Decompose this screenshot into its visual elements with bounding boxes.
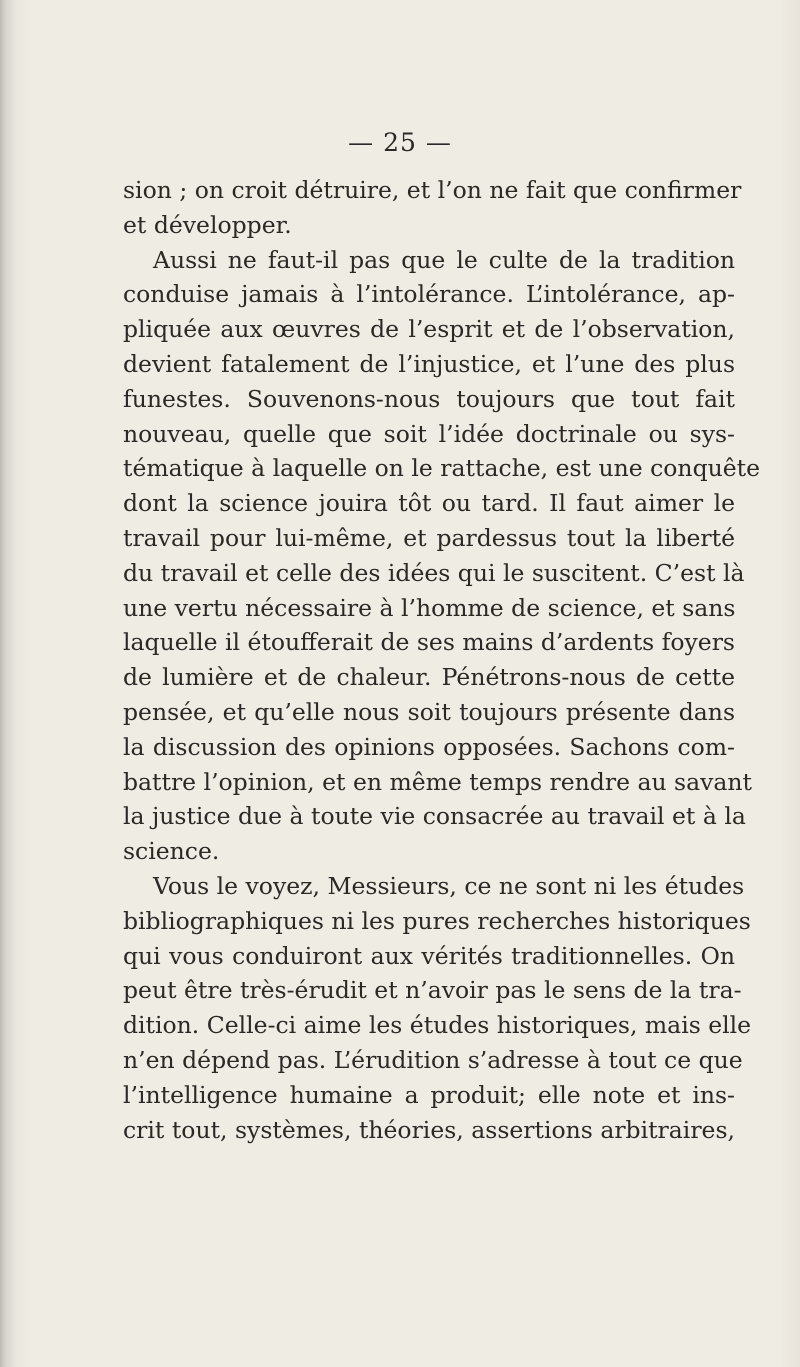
text-line: pliquée aux œuvres de l’esprit et de l’observation, <box>123 315 735 344</box>
text-line: sion ; on croit détruire, et l’on ne fait que confirmer <box>123 176 742 204</box>
text-line: du travail et celle des idées qui le suscitent. C’est là <box>123 558 745 587</box>
text-line: une vertu nécessaire à l’homme de science, et sans <box>123 593 736 622</box>
text-line: battre l’opinion, et en même temps rendre au savant <box>123 767 752 796</box>
text-line: peut être très-érudit et n’avoir pas le sens de la tra- <box>123 976 742 1005</box>
text-line: dont la science jouira tôt ou tard. Il faut aimer le <box>123 489 735 518</box>
text-line: laquelle il étoufferait de ses mains d’ardents foyers <box>123 628 735 657</box>
text-line: pensée, et qu’elle nous soit toujours présente dans <box>123 697 735 726</box>
text-line: la justice due à toute vie consacrée au travail et à la <box>123 802 746 831</box>
page-number: — 25 — <box>348 128 452 157</box>
text-line: science. <box>123 837 220 866</box>
text-line: funestes. Souvenons-nous toujours que tout fait <box>123 384 735 413</box>
text-line: Aussi ne faut-il pas que le culte de la tradition <box>153 245 735 274</box>
text-line: travail pour lui-même, et pardessus tout la liberté <box>123 523 735 552</box>
text-line: nouveau, quelle que soit l’idée doctrinale ou sys- <box>123 419 735 448</box>
text-line: et développer. <box>123 210 292 239</box>
text-line: Vous le voyez, Messieurs, ce ne sont ni les études <box>153 871 745 900</box>
text-line: l’intelligence humaine a produit; elle note et ins- <box>123 1080 735 1109</box>
text-line: tématique à laquelle on le rattache, est une conquête <box>123 454 761 483</box>
text-line: bibliographiques ni les pures recherches historiques <box>123 906 751 935</box>
text-line: qui vous conduiront aux vérités traditionnelles. On <box>123 941 735 970</box>
text-line: de lumière et de chaleur. Pénétrons-nous de cette <box>123 663 735 692</box>
text-line: la discussion des opinions opposées. Sachons com- <box>123 732 735 761</box>
body-text <box>123 173 761 1147</box>
text-line: n’en dépend pas. L’érudition s’adresse à tout ce que <box>123 1045 743 1074</box>
text-line: crit tout, systèmes, théories, assertions arbitraires, <box>123 1115 735 1144</box>
text-line: dition. Celle-ci aime les études historiques, mais elle <box>123 1011 752 1040</box>
text-line: devient fatalement de l’injustice, et l’une des plus <box>123 349 735 378</box>
text-line: conduise jamais à l’intolérance. L’intolérance, ap- <box>123 280 735 309</box>
